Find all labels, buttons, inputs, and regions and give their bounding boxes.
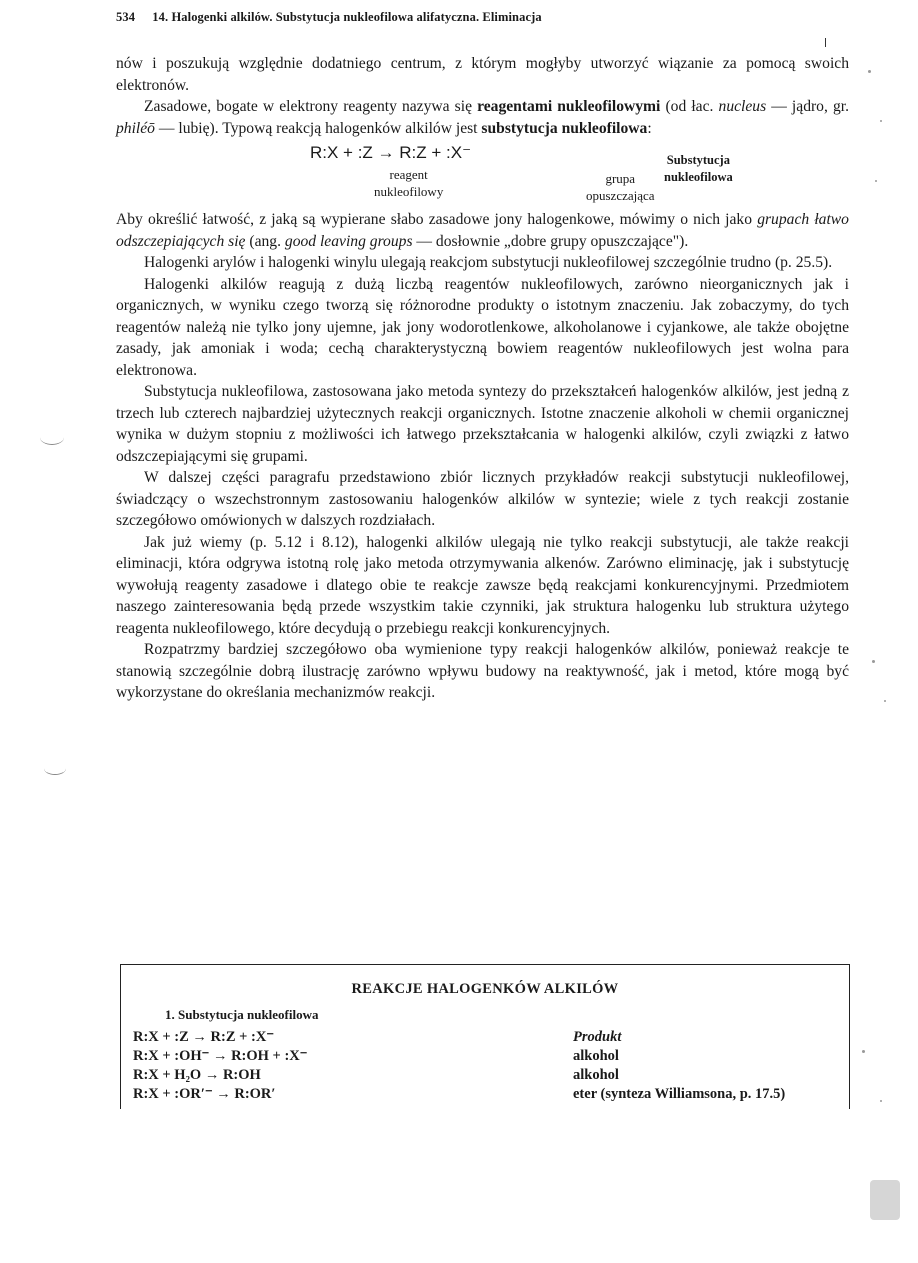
paragraph-7: W dalszej części paragrafu przedstawiono zbiór licznych przykładów reakcji substytucji nukleofilowej, świadczący o wszechstronnym zastosowaniu halogenków alkilów w syntezie; wiele z tych reakcji zostanie szczegółowo omówionych w dalszych rozdziałach. [116,469,849,529]
box-rows [133,1029,845,1105]
paragraph-9: Rozpatrzmy bardziej szczegółowo oba wymienione typy reakcji halogenków alkilów, ponieważ reakcje te stanowią szczególnie dobrą ilustrację zarówno wpływu budowy na reaktywność, jak i metod, które mogą być wykorzystane do określania mechanizmów reakcji. [116,641,849,701]
row-product: alkohol [573,1048,619,1064]
reaction-equation: R:X + :Z → R:Z + :X⁻ [310,143,472,162]
scan-speck [870,1180,900,1220]
row-product-header: Produkt [573,1029,622,1045]
leaving-group-line-2: opuszczająca [586,188,655,203]
row-equation: R:X + :OH⁻ → R:OH + :X⁻ [133,1048,308,1064]
reaction-side-label [664,152,733,186]
paragraph-1: nów i poszukują względnie dodatniego centrum, z którym mogłyby utworzyć wiązanie za pomocą swoich elektronów. [116,55,849,94]
box-title: REAKCJE HALOGENKÓW ALKILÓW [351,981,619,997]
reagent-label-line-1: reagent [389,167,428,182]
paragraph-2 [116,96,849,139]
row-product: alkohol [573,1067,619,1083]
scan-speck [862,1050,865,1053]
running-header [116,10,856,25]
side-label-line-1: Substytucja [666,153,730,167]
box-row [133,1048,845,1067]
p2-text-e: — jądro, gr. [766,98,849,115]
row-equation: R:X + H₂O → R:OH [133,1067,261,1083]
row-equation: R:X + :OR′⁻ → R:OR′ [133,1086,276,1102]
paragraph-6: Substytucja nukleofilowa, zastosowana jako metoda syntezy do przekształceń halogenków alkilów, jest jedną z trzech lub czterech najbardziej użytecznych reakcji organicznych. Istotne znaczenie alkoholi w chemii organicznej wynika w dużym stopniu z możliwości ich łatwego przekształcania w halogenki alkilów, czyli związki z łatwo odszczepiającymi się grupami. [116,383,849,465]
p2-text-a: Zasadowe, bogate w elektrony reagenty nazywa się [144,98,478,115]
p3-text-e: — dosłownie „dobre grupy opuszczające"). [412,232,689,250]
scan-speck [880,120,882,122]
term-nucleophilic-reagents: reagentami nukleofilowymi [477,98,661,115]
paragraph-4: Halogenki arylów i halogenki winylu ulegają reakcjom substytucji nukleofilowej szczególnie trudno (p. 25.5). [144,254,833,271]
p2-text-g: — lubię). Typową reakcją halogenków alkilów jest [154,119,482,137]
scan-speck [875,180,877,182]
leaving-group-line-1: grupa [605,171,636,186]
box-row [133,1067,845,1086]
leaving-group-label [586,170,655,204]
p3-text-a: Aby określić łatwość, z jaką są wypierane słabo zasadowe jony halogenkowe, mówimy o nich jako [116,211,758,228]
term-nucleophilic-substitution: substytucja nukleofilowa [481,119,648,137]
term-nucleus: nucleus [718,98,767,115]
scan-speck [880,1100,882,1102]
paragraph-3 [116,209,849,252]
paragraph-5: Halogenki alkilów reagują z dużą liczbą reagentów nukleofilowych, zarówno nieorganicznych jak i organicznych, w wyniku czego tworzą się różnorodne produkty o istotnym znaczeniu. Jak zobaczymy, do tych reagentów należą nie tylko jony ujemne, jak jony wodorotlenkowe, alkoholanowe i cyjankowe, ale także obojętne zasady, jak amoniak i woda; cechą charakterystyczną bowiem reagentów nukleofilowych jest wolna para elektronowa. [116,275,849,379]
p2-text-c: (od łac. [660,98,719,115]
box-row [133,1029,845,1048]
row-equation: R:X + :Z → R:Z + :X⁻ [133,1029,274,1045]
row-product: eter (synteza Williamsona, p. 17.5) [573,1086,786,1102]
scan-speck [872,660,875,663]
term-phileo: philéō [116,119,155,137]
reagent-label [374,166,443,200]
paragraph-8: Jak już wiemy (p. 5.12 i 8.12), halogenki alkilów ulegają nie tylko reakcji substytucji, ale także reakcji eliminacji, która odgrywa istotną rolę jako metoda otrzymywania alkenów. Zarówno eliminację, jak i substytucję wywołują reagenty zasadowe i dlatego obie te reakcje zawsze będą reakcjami konkurencyjnymi. Przedmiotem naszego zainteresowania będą przede wszystkim takie czynniki, jak struktura halogenku lub struktura użytego reagenta nukleofilowego, które decydują o przebiegu reakcji konkurencyjnych. [116,533,849,637]
reactions-summary-box [120,964,850,1109]
scan-speck [868,70,871,73]
p2-text-i: : [647,119,652,137]
reagent-label-line-2: nukleofilowy [374,184,444,199]
margin-mark [825,38,826,47]
scan-speck [44,762,66,775]
reaction-scheme [116,142,849,204]
scan-speck [884,700,886,702]
page-number: 534 [116,10,136,24]
box-row [133,1086,845,1105]
body-text [116,53,849,704]
p3-text-c: (ang. [245,232,285,250]
box-subtitle: 1. Substytucja nukleofilowa [165,1007,319,1022]
running-title: 14. Halogenki alkilów. Substytucja nukleofilowa alifatyczna. Eliminacja [152,10,542,24]
term-leaving-groups-pl: grupach łatwo odszczepiających się [116,211,849,250]
term-leaving-groups-en: good leaving groups [284,232,413,250]
scan-speck [40,430,64,445]
side-label-line-2: nukleofilowa [664,170,733,184]
